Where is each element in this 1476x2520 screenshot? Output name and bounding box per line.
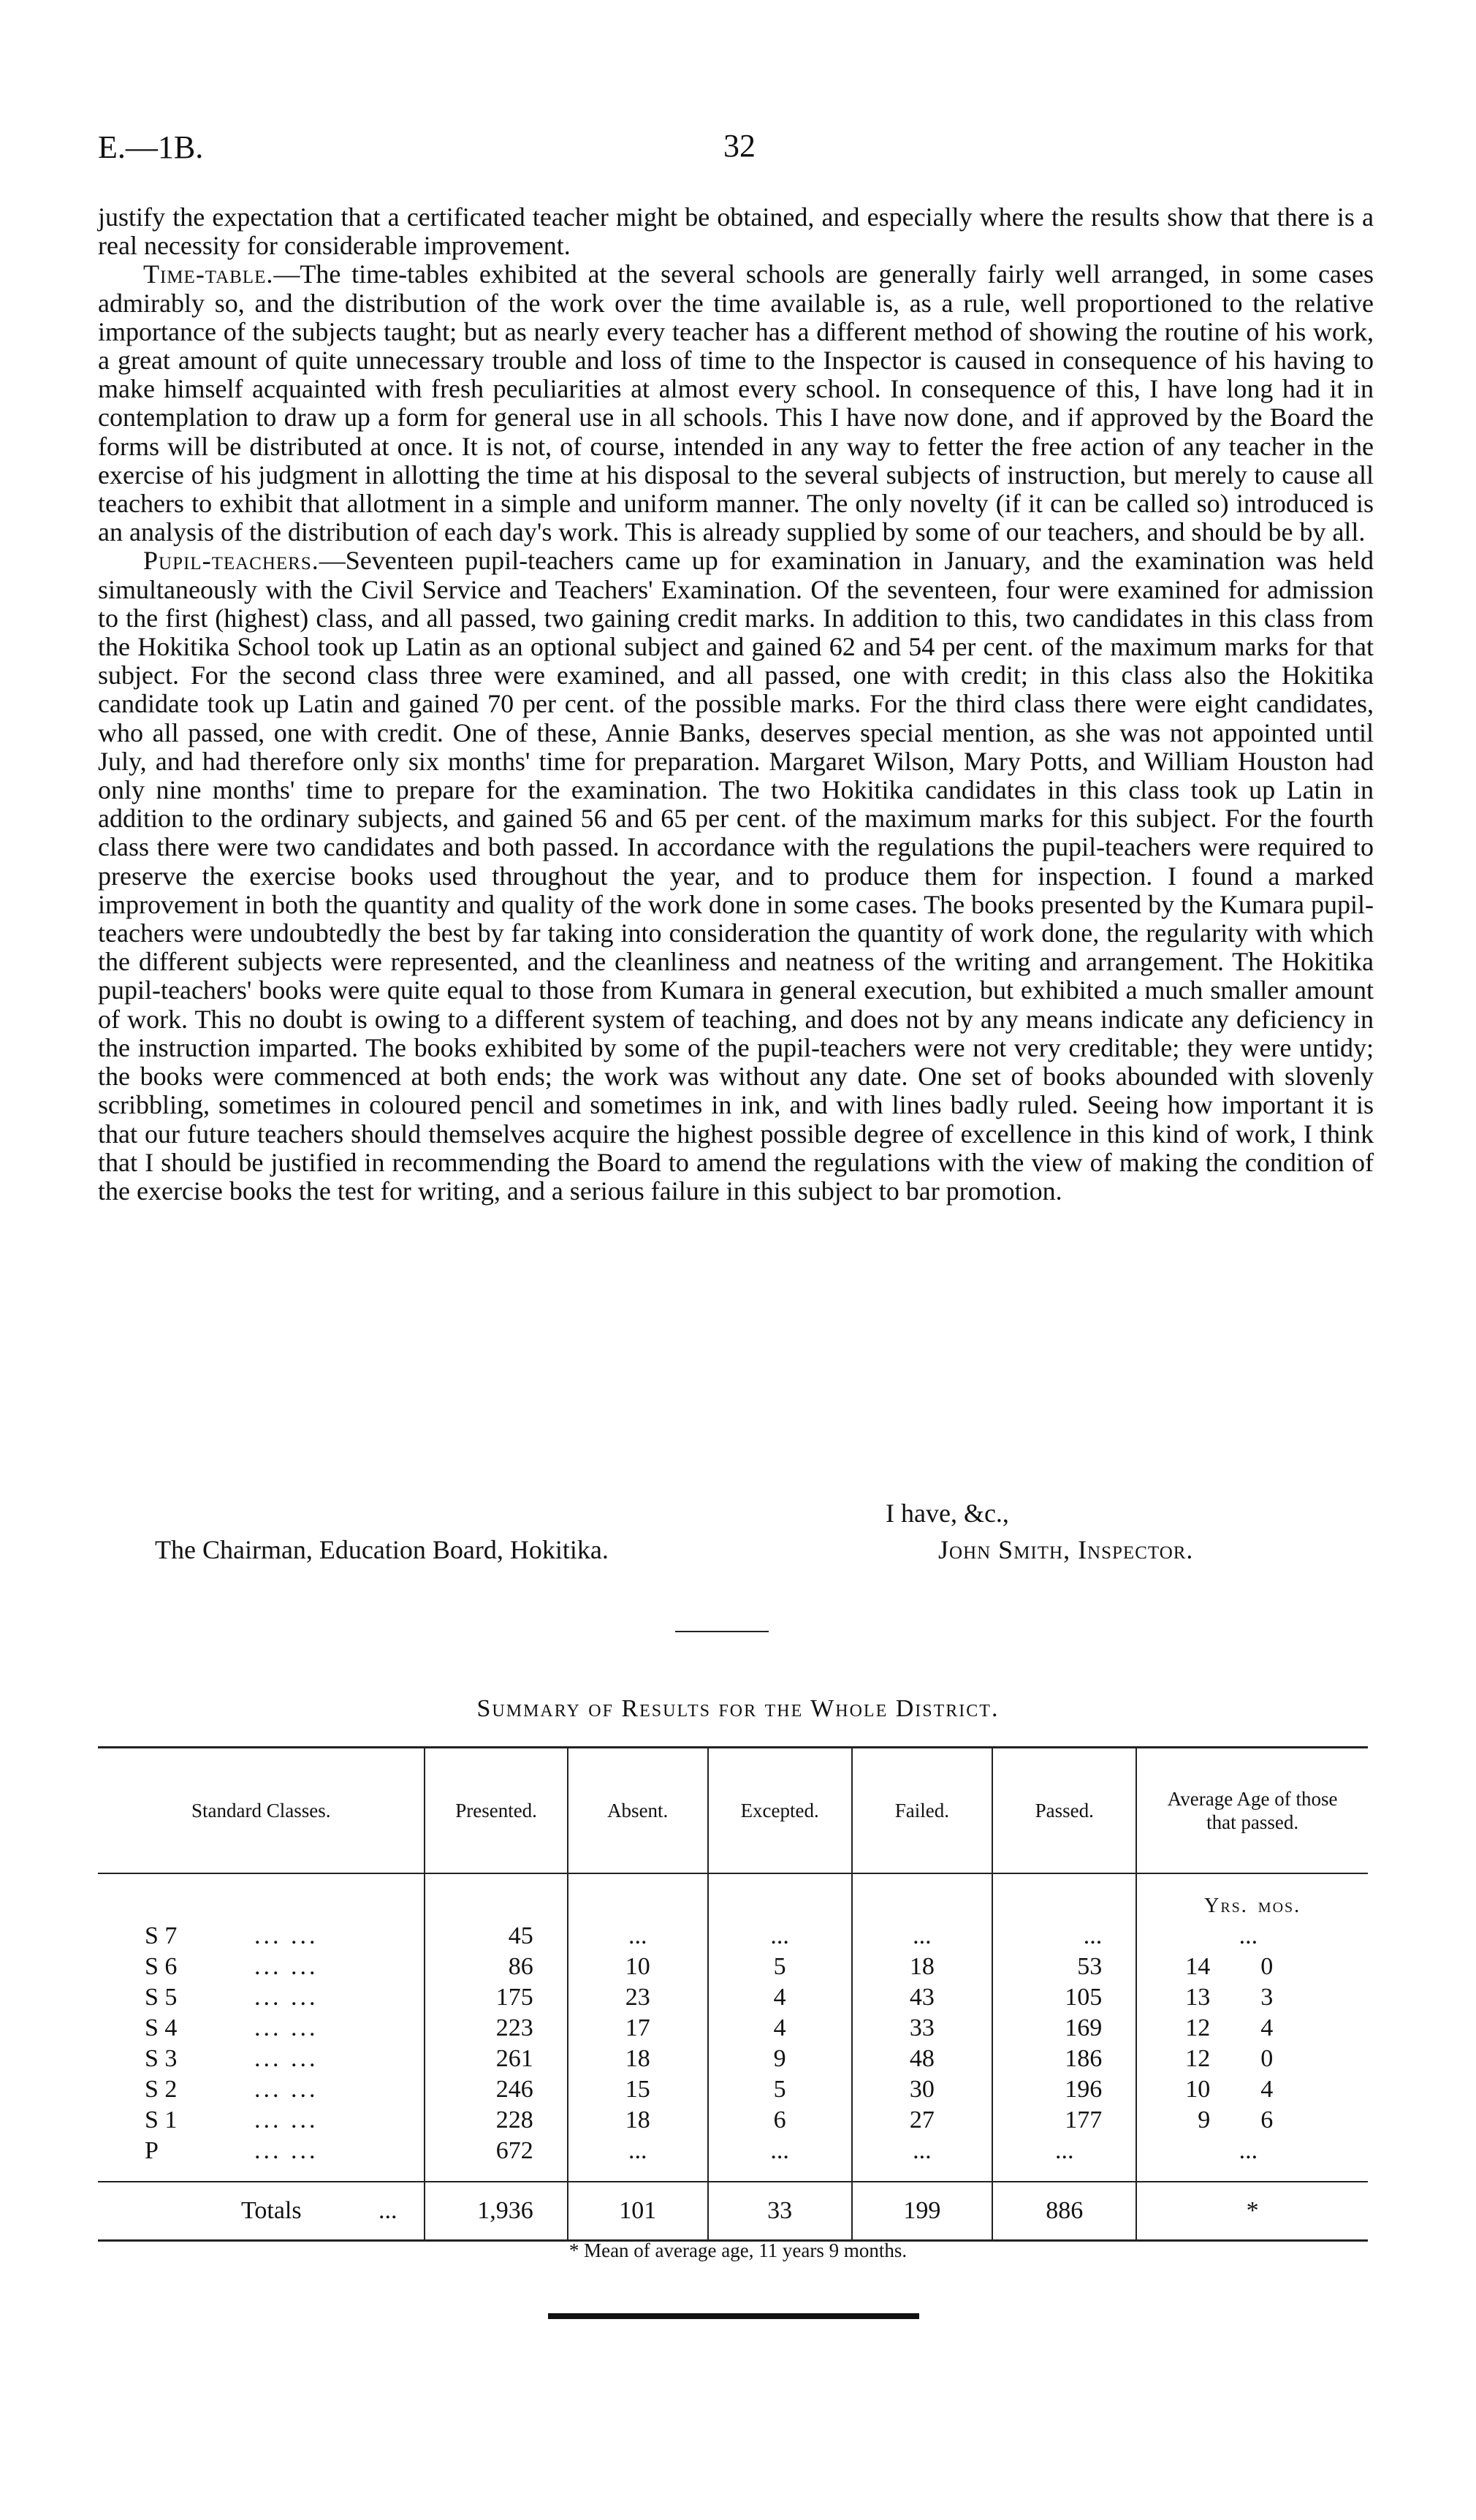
excepted-cell: 4 xyxy=(708,1982,852,2013)
presented-cell: 175 xyxy=(425,1982,567,2013)
class-name: S 7 xyxy=(145,1922,178,1949)
class-name: S 4 xyxy=(145,2014,178,2041)
table-row xyxy=(98,1921,1368,1952)
footnote: * Mean of average age, 11 years 9 months. xyxy=(568,2239,908,2261)
failed-cell: 27 xyxy=(852,2105,993,2136)
failed-cell: 33 xyxy=(852,2013,993,2044)
passed-cell: 105 xyxy=(992,1982,1136,2013)
paragraph-pupil-teachers xyxy=(98,547,1374,1206)
excepted-cell: ... xyxy=(708,2136,852,2166)
section-heading: Time-table. xyxy=(143,259,274,289)
absent-cell: 15 xyxy=(568,2074,708,2105)
table-row xyxy=(98,2105,1368,2136)
header-row xyxy=(98,1748,1368,1874)
paragraph: justify the expectation that a certificated teacher might be obtained, and especially where the results show that there is a real necessity for considerable improvement. xyxy=(98,202,1374,261)
table-title: Summary of Results for the Whole District. xyxy=(476,1695,1000,1722)
absent-cell: 18 xyxy=(568,2105,708,2136)
class-name: S 5 xyxy=(145,1984,178,2011)
leader-dots: ... xyxy=(378,2197,397,2224)
presented-cell: 228 xyxy=(425,2105,567,2136)
age-months-cell: 4 xyxy=(1260,2014,1274,2041)
table-row xyxy=(98,1952,1368,1982)
paragraph-time-table xyxy=(98,260,1374,547)
excepted-cell: 6 xyxy=(708,2105,852,2136)
header-standard-classes: Standard Classes. xyxy=(98,1748,425,1874)
absent-cell: 17 xyxy=(568,2013,708,2044)
signature: John Smith, Inspector. xyxy=(938,1535,1194,1564)
age-months-cell: 0 xyxy=(1260,2045,1274,2072)
units-row xyxy=(98,1873,1368,1921)
presented-cell: 261 xyxy=(425,2044,567,2074)
failed-cell: ... xyxy=(852,2136,993,2166)
header-presented: Presented. xyxy=(425,1748,567,1874)
table-row xyxy=(98,2074,1368,2105)
page-id: E.—1B. xyxy=(98,129,204,165)
section-divider xyxy=(675,1631,769,1632)
age-years-cell: ... xyxy=(1239,2137,1258,2164)
table-row xyxy=(98,2013,1368,2044)
addressee: The Chairman, Education Board, Hokitika. xyxy=(155,1535,609,1564)
excepted-cell: 5 xyxy=(708,2074,852,2105)
passed-cell: ... xyxy=(992,1921,1136,1952)
absent-cell: ... xyxy=(568,1921,708,1952)
excepted-cell: ... xyxy=(708,1921,852,1952)
results-table xyxy=(98,1746,1368,2242)
leader-dots: ... ... xyxy=(254,1922,319,1949)
absent-cell: 18 xyxy=(568,2044,708,2074)
total-excepted: 33 xyxy=(708,2182,852,2241)
leader-dots: ... ... xyxy=(254,2045,319,2072)
age-years-cell: ... xyxy=(1239,1922,1258,1949)
page-number: 32 xyxy=(723,128,756,164)
leader-dots: ... ... xyxy=(254,2106,319,2133)
class-name: S 6 xyxy=(145,1953,178,1980)
excepted-cell: 5 xyxy=(708,1952,852,1982)
total-presented: 1,936 xyxy=(425,2182,567,2241)
presented-cell: 672 xyxy=(425,2136,567,2166)
class-name: S 1 xyxy=(145,2106,178,2133)
unit-months: mos. xyxy=(1258,1895,1301,1917)
age-months-cell: 4 xyxy=(1260,2076,1274,2103)
leader-dots: ... ... xyxy=(254,2137,319,2164)
presented-cell: 45 xyxy=(425,1921,567,1952)
absent-cell: 10 xyxy=(568,1952,708,1982)
signoff xyxy=(98,1498,1374,1571)
closing: I have, &c., xyxy=(886,1499,1009,1528)
excepted-cell: 9 xyxy=(708,2044,852,2074)
age-years-cell: 10 xyxy=(1185,2076,1211,2103)
failed-cell: 18 xyxy=(852,1952,993,1982)
age-years-cell: 12 xyxy=(1185,2045,1211,2072)
passed-cell: 186 xyxy=(992,2044,1136,2074)
class-name: P xyxy=(145,2137,159,2164)
leader-dots: ... ... xyxy=(254,1984,319,2011)
absent-cell: ... xyxy=(568,2136,708,2166)
failed-cell: 30 xyxy=(852,2074,993,2105)
passed-cell: ... xyxy=(992,2136,1136,2166)
failed-cell: 43 xyxy=(852,1982,993,2013)
passed-cell: 53 xyxy=(992,1952,1136,1982)
age-months-cell: 3 xyxy=(1260,1984,1274,2011)
table-row xyxy=(98,2136,1368,2166)
paragraph-text: —The time-tables exhibited at the several schools are generally fairly well arranged, in some cases admirably so, and the distribution of the work over the time available is, as a rule, well proportioned to the relative importance of the subjects taught; but as nearly every teacher has a different method of showing the routine of his work, a great amount of quite unnecessary trouble and loss of time to the Inspector is caused in consequence of his having to make himself acquainted with fresh peculiarities at almost every school. In consequence of this, I have long had it in contemplation to draw up a form for general use in all schools. This I have now done, and if approved by the Board the forms will be distributed at once. It is not, of course, intended in any way to fetter the free action of any teacher in the exercise of his judgment in allotting the time at his disposal to the several subjects of instruction, but merely to cause all teachers to exhibit that allotment in a simple and uniform manner. The only novelty (if it can be called so) introduced is an analysis of the distribution of each day's work. This is already supplied by some of our teachers, and should be by all. xyxy=(98,259,1374,547)
bottom-rule xyxy=(548,2313,919,2319)
age-months-cell: 0 xyxy=(1260,1953,1274,1980)
header-failed: Failed. xyxy=(852,1748,993,1874)
table-row xyxy=(98,2044,1368,2074)
age-years-cell: 13 xyxy=(1185,1984,1211,2011)
absent-cell: 23 xyxy=(568,1982,708,2013)
header-average-age: Average Age of those that passed. xyxy=(1136,1748,1368,1874)
excepted-cell: 4 xyxy=(708,2013,852,2044)
passed-cell: 169 xyxy=(992,2013,1136,2044)
leader-dots: ... ... xyxy=(254,2076,319,2103)
class-name: S 3 xyxy=(145,2045,178,2072)
section-heading: Pupil-teachers. xyxy=(143,546,319,576)
table-row xyxy=(98,1982,1368,2013)
total-failed: 199 xyxy=(852,2182,993,2241)
total-age: * xyxy=(1136,2182,1368,2241)
totals-label: Totals xyxy=(241,2197,302,2224)
paragraph-text: —Seventeen pupil-teachers came up for examination in January, and the examination was held simultaneously with the Civil Service and Teachers' Examination. Of the seventeen, four were examined for admission to the first (highest) class, and all passed, two gaining credit marks. In addition to this, two candidates in this class from the Hokitika School took up Latin as an optional subject and gained 62 and 54 per cent. of the maximum marks for that subject. For the second class three were examined, and all passed, one with credit; in this class also the Hokitika candidate took up Latin and gained 70 per cent. of the possible marks. For the third class there were eight candidates, who all passed, one with credit. One of these, Annie Banks, deserves special mention, as she was not appointed until July, and had therefore only six months' time for preparation. Margaret Wilson, Mary Potts, and William Houston had only nine months' time to prepare for the examination. The two Hokitika candidates in this class took up Latin in addition to the ordinary subjects, and gained 56 and 65 per cent. of the maximum marks for this subject. For the fourth class there were two candidates and both passed. In accordance with the regulations the pupil-teachers were required to preserve the exercise books used throughout the year, and to produce them for inspection. I found a marked improvement in both the quantity and quality of the work done in some cases. The books presented by the Kumara pupil-teachers were undoubtedly the best by far taking into consideration the quantity of work done, the regularity with which the different subjects were represented, and the cleanliness and neatness of the writing and arrangement. The Hokitika pupil-teachers' books were quite equal to those from Kumara in general execution, but exhibited a much smaller amount of work. This no doubt is owing to a different system of teaching, and does not by any means indicate any deficiency in the instruction imparted. The books exhibited by some of the pupil-teachers were not very creditable; they were untidy; the books were commenced at both ends; the work was without any date. One set of books abounded with slovenly scribbling, sometimes in coloured pencil and sometimes in ink, and with lines badly ruled. Seeing how important it is that our future teachers should themselves acquire the highest possible degree of excellence in this kind of work, I think that I should be justified in recommending the Board to amend the regulations with the view of making the condition of the exercise books the test for writing, and a serious failure in this subject to bar promotion. xyxy=(98,546,1374,1206)
failed-cell: ... xyxy=(852,1921,993,1952)
header-excepted: Excepted. xyxy=(708,1748,852,1874)
header-passed: Passed. xyxy=(992,1748,1136,1874)
age-months-cell: 6 xyxy=(1260,2106,1274,2133)
leader-dots: ... ... xyxy=(254,2014,319,2041)
age-years-cell: 9 xyxy=(1198,2106,1211,2133)
failed-cell: 48 xyxy=(852,2044,993,2074)
total-absent: 101 xyxy=(568,2182,708,2241)
totals-row xyxy=(98,2182,1368,2241)
passed-cell: 177 xyxy=(992,2105,1136,2136)
leader-dots: ... ... xyxy=(254,1953,319,1980)
age-years-cell: 14 xyxy=(1185,1953,1211,1980)
unit-years: Yrs. xyxy=(1204,1895,1248,1917)
presented-cell: 223 xyxy=(425,2013,567,2044)
class-name: S 2 xyxy=(145,2076,178,2103)
age-years-cell: 12 xyxy=(1185,2014,1211,2041)
body-text xyxy=(98,203,1374,1206)
total-passed: 886 xyxy=(992,2182,1136,2241)
passed-cell: 196 xyxy=(992,2074,1136,2105)
header-absent: Absent. xyxy=(568,1748,708,1874)
presented-cell: 246 xyxy=(425,2074,567,2105)
presented-cell: 86 xyxy=(425,1952,567,1982)
